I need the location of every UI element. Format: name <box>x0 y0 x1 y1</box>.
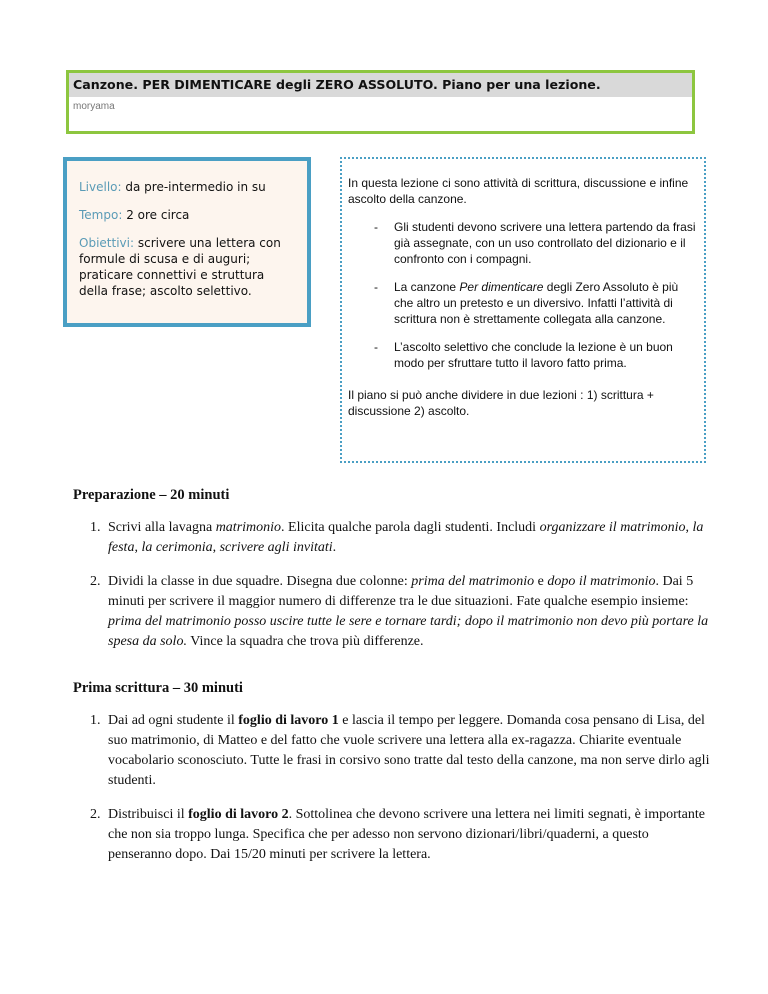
overview-item: - La canzone Per dimenticare degli Zero Assoluto è più che altro un pretesto e un diversivo. Infatti l’attività di scrittura non è strettamente collegata alla canzone. <box>374 280 679 326</box>
overview-item-text: Gli studenti devono scrivere una lettera partendo da frasi già assegnate, con un uso controllato del dizionario e il confronto con i compagni. <box>394 220 696 266</box>
livello-label: Livello: <box>79 180 122 194</box>
list-item: 2. Dividi la classe in due squadre. Disegna due colonne: prima del matrimonio e dopo il matrimonio. Dai 5 minuti per scrivere il maggior numero di differenze tra le due situazioni. Fate qualche esempio insieme: prima del matrimonio posso uscire tutte le sere e tornare tardi; dopo il matrimonio non devo più portare la spesa da solo. Vince la squadra che trova più differenze. <box>90 574 709 649</box>
list-item: 2. Distribuisci il foglio di lavoro 2. Sottolinea che devono scrivere una lettera nei limiti segnati, è importante che non sia troppo lunga. Specifica che per adesso non servono dizionari/libri/quaderni, a questo penseranno dopo. Dai 15/20 minuti per scrivere la lettera. <box>90 807 705 862</box>
document-title <box>69 73 692 97</box>
list-item: 1. Scrivi alla lavagna matrimonio. Elicita qualche parola dagli studenti. Includi organizzare il matrimonio, la festa, la cerimonia, scrivere agli invitati. <box>90 520 704 555</box>
overview-item: - L’ascolto selettivo che conclude la lezione è un buon modo per sfruttare tutto il lavoro fatto prima. <box>374 340 673 370</box>
overview-list <box>348 219 698 371</box>
section-title-preparazione: Preparazione – 20 minuti <box>73 487 230 503</box>
preparazione-list <box>90 518 710 666</box>
tempo-row <box>79 207 297 223</box>
title-box <box>66 70 695 134</box>
overview-item-text: L’ascolto selettivo che conclude la lezione è un buon modo per sfruttare tutto il lavoro fatto prima. <box>394 340 673 370</box>
obiettivi-label: Obiettivi: <box>79 236 135 250</box>
section-title-prima-scrittura: Prima scrittura – 30 minuti <box>73 680 243 696</box>
lesson-info-box <box>63 157 311 327</box>
song-title: Per dimenticare <box>459 280 544 294</box>
overview-intro: In questa lezione ci sono attività di scrittura, discussione e infine ascolto della canzone. <box>348 176 689 206</box>
tempo-label: Tempo: <box>79 208 123 222</box>
obiettivi-value: scrivere una lettera con formule di scusa e di auguri; praticare connettivi e struttura della frase; ascolto selettivo. <box>79 236 281 298</box>
livello-row <box>79 179 297 195</box>
tempo-value: 2 ore circa <box>126 208 190 222</box>
livello-value: da pre-intermedio in su <box>125 180 266 194</box>
overview-final: Il piano si può anche dividere in due lezioni : 1) scrittura + discussione 2) ascolto. <box>348 388 654 418</box>
lesson-overview-box <box>340 157 706 463</box>
title-text: Canzone. PER DIMENTICARE degli ZERO ASSOLUTO. Piano per una lezione. <box>73 77 601 92</box>
overview-item-text-a: La canzone <box>394 280 460 294</box>
overview-item-text-b: degli Zero Assoluto è più che altro un pretesto e un diversivo. Infatti l’attività di scrittura non è strettamente collegata alla canzone. <box>394 280 679 326</box>
list-item: 1. Dai ad ogni studente il foglio di lavoro 1 e lascia il tempo per leggere. Domanda cosa pensano di Lisa, del suo matrimonio, di Matteo e del fatto che vuole scrivere una lettera alla ex-ragazza. Chiarite eventuale vocabolario sconosciuto. Tutte le frasi in corsivo sono tratte dal testo della canzone, ma non serve dirlo agli studenti. <box>90 713 710 788</box>
prima-scrittura-list <box>90 711 710 879</box>
overview-item: - Gli studenti devono scrivere una lettera partendo da frasi già assegnate, con un uso controllato del dizionario e il confronto con i compagni. <box>374 220 696 266</box>
obiettivi-row <box>79 235 297 299</box>
author-name: moryama <box>73 101 115 112</box>
